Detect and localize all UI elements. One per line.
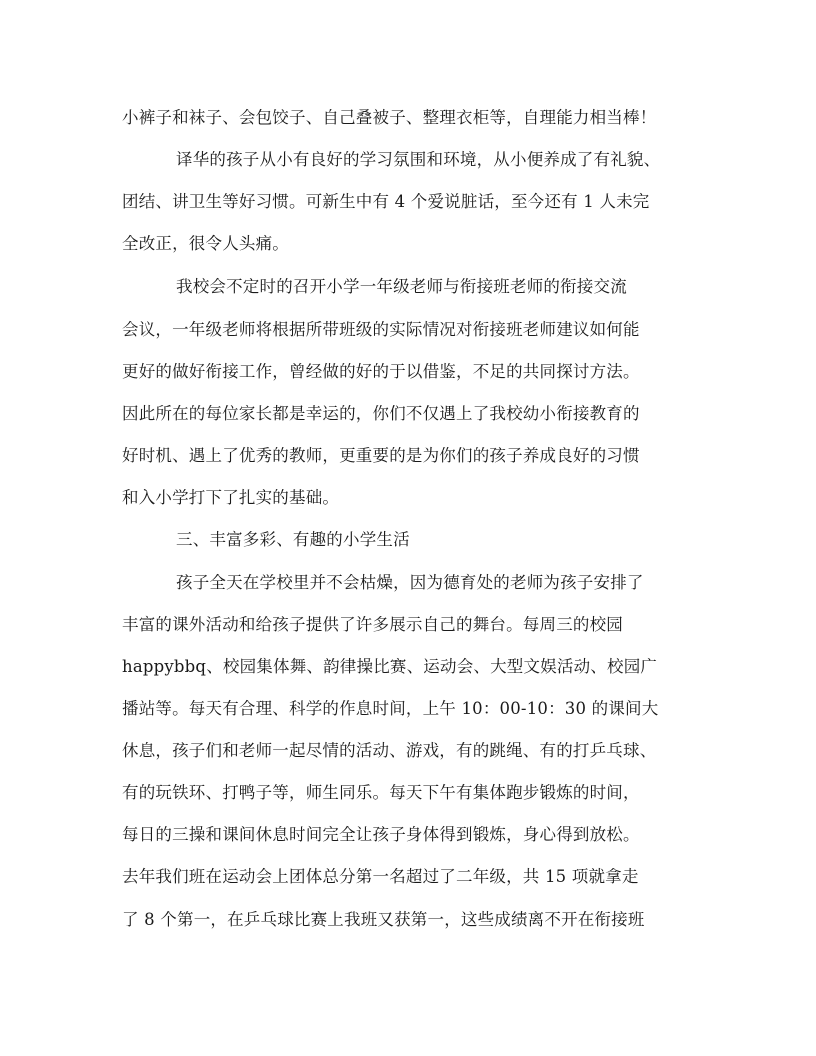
text-line: 了 8 个第一，在乒乓球比赛上我班又获第一，这些成绩离不开在衔接班 — [122, 910, 645, 929]
text-line: 丰富的课外活动和给孩子提供了许多展示自己的舞台。每周三的校园 — [122, 615, 623, 634]
paragraph-start-line: 译华的孩子从小有良好的学习氛围和环境，从小便养成了有礼貌、 — [176, 150, 661, 169]
paragraph-start-line: 我校会不定时的召开小学一年级老师与衔接班老师的衔接交流 — [176, 277, 627, 296]
text-line: happybbq、校园集体舞、韵律操比赛、运动会、大型文娱活动、校园广 — [122, 657, 658, 676]
text-line: 更好的做好衔接工作，曾经做的好的于以借鉴，不足的共同探讨方法。 — [122, 362, 640, 381]
text-line: 和入小学打下了扎实的基础。 — [122, 488, 340, 507]
text-line: 因此所在的每位家长都是幸运的，你们不仅遇上了我校幼小衔接教育的 — [122, 404, 640, 423]
text-line: 休息，孩子们和老师一起尽情的活动、游戏，有的跳绳、有的打乒乓球、 — [122, 741, 657, 760]
text-line: 好时机、遇上了优秀的教师，更重要的是为你们的孩子养成良好的习惯 — [122, 446, 640, 465]
text-line: 团结、讲卫生等好习惯。可新生中有 4 个爱说脏话，至今还有 1 人未完 — [122, 192, 650, 211]
text-line: 去年我们班在运动会上团体总分第一名超过了二年级，共 15 项就拿走 — [122, 867, 639, 886]
text-line: 全改正，很令人头痛。 — [122, 234, 289, 253]
text-line: 会议，一年级老师将根据所带班级的实际情况对衔接班老师建议如何能 — [122, 320, 640, 339]
text-line: 小裤子和袜子、会包饺子、自己叠被子、整理衣柜等，自理能力相当棒！ — [122, 108, 657, 127]
text-line: 每日的三操和课间休息时间完全让孩子身体得到锻炼，身心得到放松。 — [122, 825, 640, 844]
text-line: 播站等。每天有合理、科学的作息时间，上午 10：00-10：30 的课间大 — [122, 699, 659, 718]
paragraph-start-line: 孩子全天在学校里并不会枯燥，因为德育处的老师为孩子安排了 — [176, 573, 644, 592]
section-heading: 三、丰富多彩、有趣的小学生活 — [176, 530, 410, 549]
text-line: 有的玩铁环、打鸭子等，师生同乐。每天下午有集体跑步锻炼的时间， — [122, 783, 640, 802]
